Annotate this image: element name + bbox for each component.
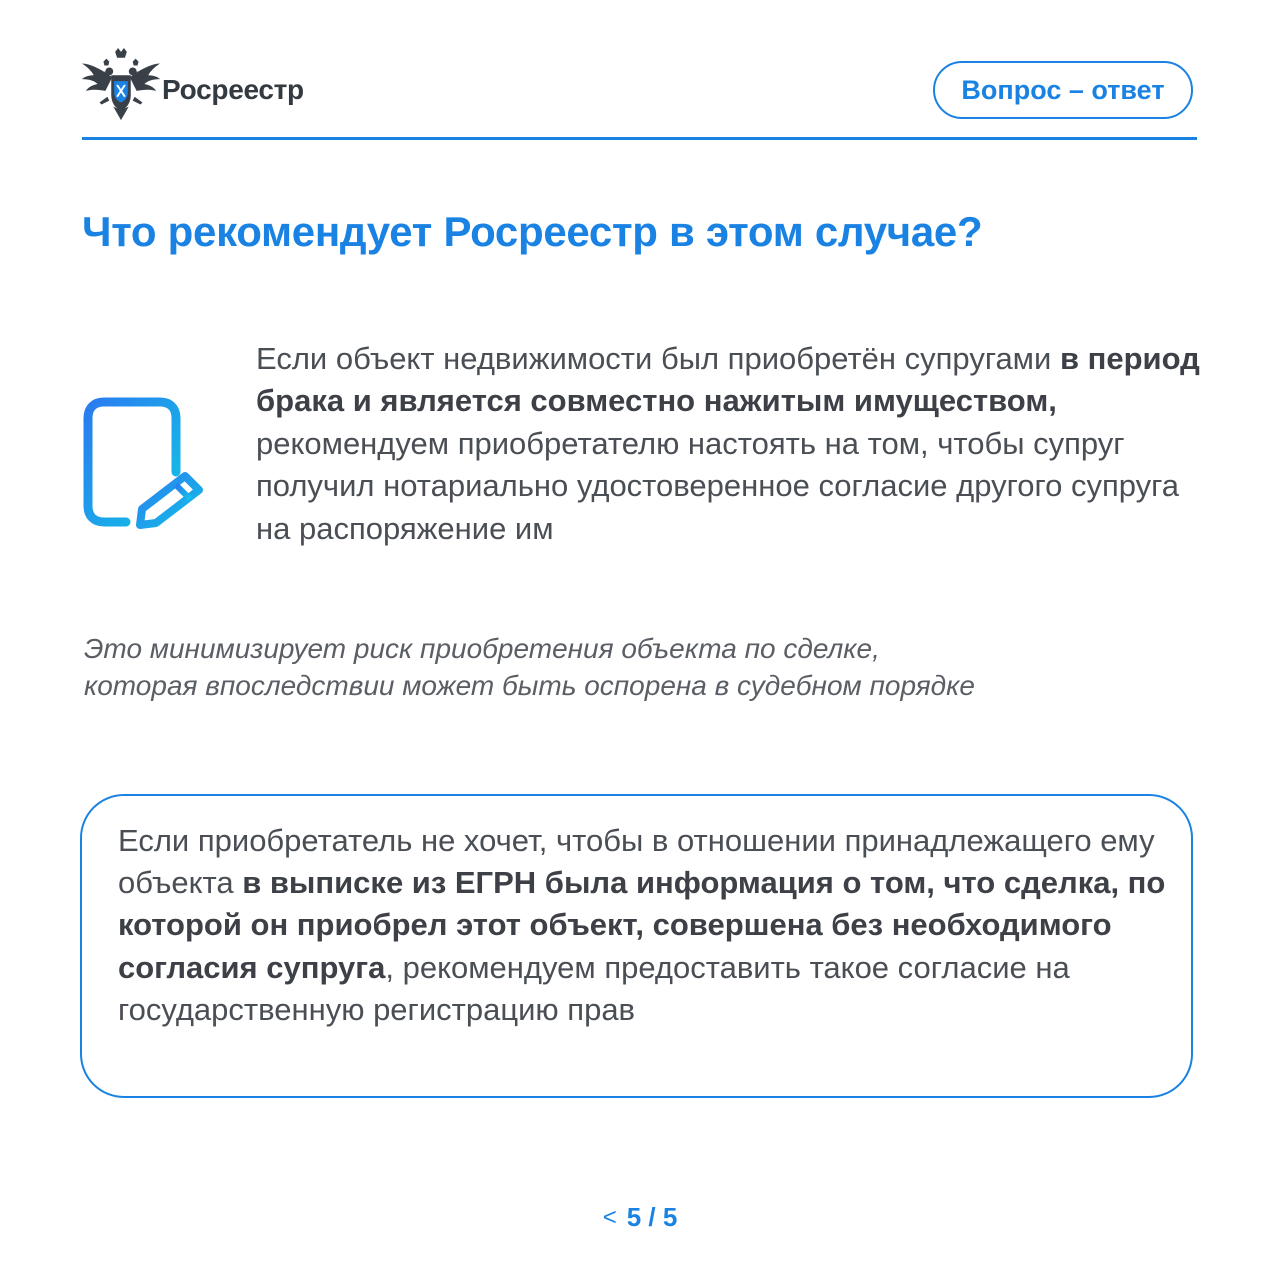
recommendation-text: Если объект недвижимости был приобретён супругами в период брака и является совместно нажитым имуществом, рекомендуем приобретателю настоять на том, чтобы супруг получил нотариально удостоверенное согласие другого супруга на распоряжение им — [256, 341, 1200, 546]
logo-text: Росреестр — [162, 74, 304, 105]
qa-badge: Вопрос – ответ — [933, 61, 1193, 119]
pagination — [0, 1202, 1280, 1233]
risk-note — [84, 630, 1184, 704]
note-line-2: которая впоследствии может быть оспорена в судебном порядке — [84, 670, 975, 701]
rosreestr-logo — [82, 46, 322, 126]
previous-page-icon[interactable]: < — [602, 1203, 617, 1231]
page-title: Что рекомендует Росреестр в этом случае? — [82, 208, 983, 255]
note-line-1: Это минимизирует риск приобретения объекта по сделке, — [84, 633, 880, 664]
page-indicator: 5 / 5 — [626, 1202, 678, 1232]
double-headed-eagle-icon — [82, 46, 160, 124]
header-divider — [82, 137, 1197, 140]
document-edit-icon — [82, 394, 206, 530]
info-box-text: Если приобретатель не хочет, чтобы в отношении принадлежащего ему объекта в выписке из ЕГРН была информация о том, что сделка, по которой он приобрел этот объект, совершена без необходимого согласия супруга, рекомендуем предоставить такое согласие на государственную регистрацию прав — [118, 823, 1166, 1027]
